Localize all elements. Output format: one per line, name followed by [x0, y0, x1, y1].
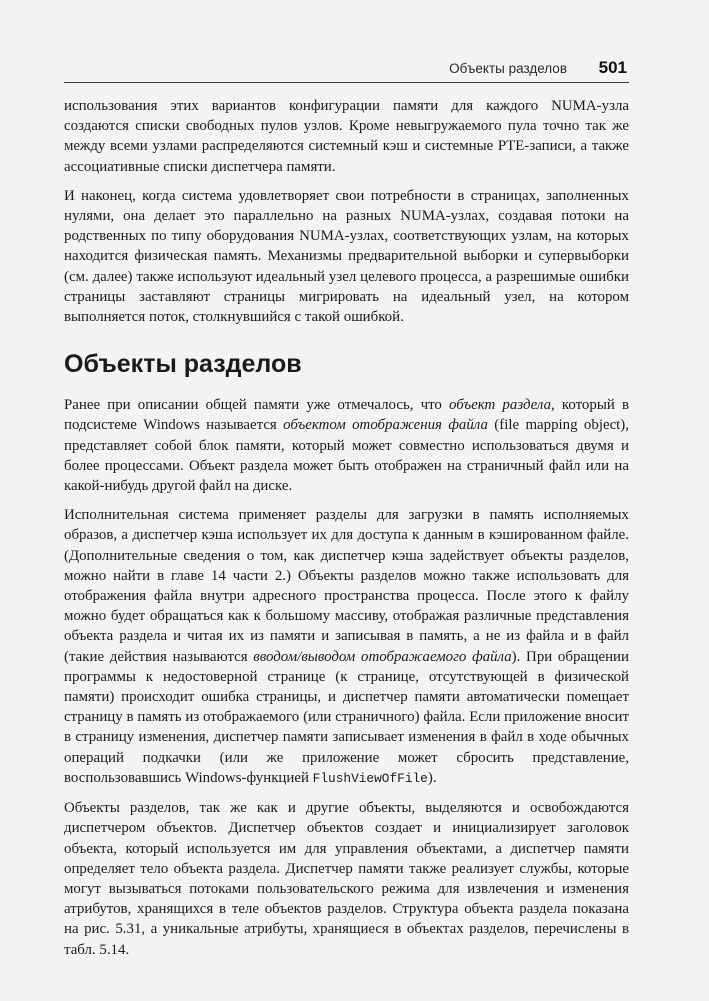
paragraph-4-text-c: ).: [427, 769, 437, 786]
section-heading: Объекты разделов: [64, 350, 302, 379]
paragraph-5: Объекты разделов, так же как и другие объекты, выделяются и освобождаются диспетчером объектов. Диспетчер объектов создает и инициализирует заголовок объекта, который используется им для управления объектами, а диспетчер памяти определяет тело объекта раздела. Диспетчер памяти также реализует службы, которые могут вызываться потоками пользовательского режима для извлечения и изменения атрибутов, хранящихся в теле объектов разделов. Структура объекта раздела показана на рис. 5.31, а уникальные атрибуты, хранящиеся в объектах разделов, перечислены в табл. 5.14.: [64, 800, 629, 958]
paragraph-3: [64, 395, 629, 496]
paragraph-4: [64, 505, 629, 789]
paragraph-2: И наконец, когда система удовлетворяет свои потребности в страницах, заполненных нулями, она делает это параллельно на разных NUMA-узлах, создавая потоки на родственных по типу оборудования NUMA-узлах, соответствующих узлам, на которых находится физическая память. Механизмы предварительной выборки и супервыборки (см. далее) также используют идеальный узел целевого процесса, а разрешимые ошибки страницы заставляют страницы мигрировать на идеальный узел, на котором выполняется поток, столкнувшийся с такой ошибкой.: [64, 187, 629, 326]
function-name-flushviewoffile: FlushViewOfFile: [312, 770, 428, 786]
term-file-mapping-object: объектом отображения файла: [283, 417, 488, 434]
paragraph-4-text-a: Исполнительная система применяет разделы для загрузки в память исполняемых образов, а диспетчер кэша использует их для доступа к данным в кэшированном файле. (Дополнительные сведения о том, как диспетчер кэша задействует объекты разделов, можно найти в главе 14 части 2.) Объекты разделов можно также использовать для отображения файла внутри адресного пространства процесса. После этого к файлу можно будет обращаться как к большому массиву, отображая различные представления объекта раздела и читая их из памяти и записывая в память, а не из файла и в файл (такие действия называются: [64, 507, 629, 665]
page-body: [64, 96, 629, 969]
term-mapped-file-io: вводом/выводом отображаемого файла: [253, 648, 512, 665]
paragraph-3-text-c: (file mapping object), представляет собой блок памяти, который может совместно использоваться двумя и более процессами. Объект раздела может быть отображен на страничный файл или на какой-нибудь другой файл на диске.: [64, 417, 629, 495]
running-head: [64, 58, 629, 83]
paragraph-3-text-b: , который в подсистеме Windows называется: [64, 397, 629, 434]
paragraph-1: использования этих вариантов конфигурации памяти для каждого NUMA-узла создаются списки свободных пулов узлов. Кроме невыгружаемого пула точно так же между всеми узлами распределяются системный кэш и системные PTE-записи, а также ассоциативные списки диспетчера памяти.: [64, 98, 629, 175]
term-section-object: объект раздела: [449, 397, 552, 414]
paragraph-4-text-b: ). При обращении программы к недостоверной странице (к странице, отсутствующей в физической памяти) происходит ошибка страницы, и диспетчер памяти автоматически помещает страницу в память из отображаемого (или страничного) файла. Если приложение вносит в страницу изменения, диспетчер памяти записывает изменения в файл в ходе обычных операций подкачки (или же приложение может сбросить представление, воспользовавшись Windows-функцией: [64, 648, 629, 786]
running-head-section-title: Объекты разделов: [449, 61, 567, 76]
paragraph-3-text-a: Ранее при описании общей памяти уже отмечалось, что: [64, 397, 450, 414]
page-number: 501: [598, 58, 627, 77]
